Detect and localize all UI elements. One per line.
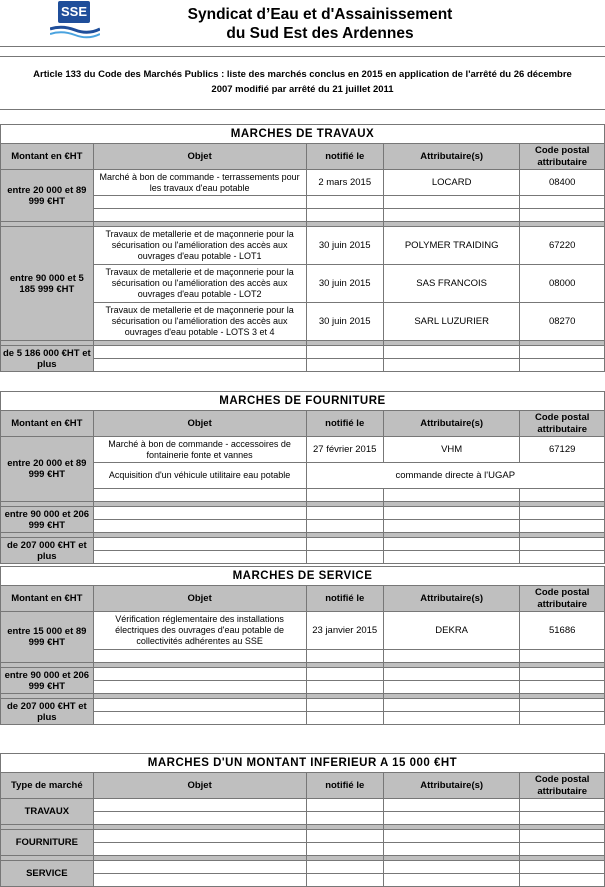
date-cell: 30 juin 2015: [306, 265, 383, 303]
attributaire-cell: SAS FRANCOIS: [383, 265, 519, 303]
divider: [0, 46, 605, 47]
col-montant: Montant en €HT: [1, 586, 94, 612]
range-cell: entre 20 000 et 89 999 €HT: [1, 437, 94, 502]
range-cell: de 5 186 000 €HT et plus: [1, 346, 94, 372]
objet-cell: Travaux de metallerie et de maçonnerie pour la sécurisation ou l'amélioration des accès aux ouvrages d'eau potable - LOT1: [93, 227, 306, 265]
range-cell: entre 90 000 et 206 999 €HT: [1, 507, 94, 533]
cp-cell: 67220: [520, 227, 605, 265]
intro-text: [0, 67, 605, 97]
cp-cell: 08400: [520, 170, 605, 196]
note-cell: commande directe à l'UGAP: [306, 463, 604, 489]
divider: [0, 109, 605, 110]
title-line-2: du Sud Est des Ardennes: [226, 25, 414, 42]
col-notifie: notifié le: [306, 586, 383, 612]
date-cell: 23 janvier 2015: [306, 612, 383, 650]
objet-cell: Marché à bon de commande - terrassements pour les travaux d'eau potable: [93, 170, 306, 196]
objet-cell: Marché à bon de commande - accessoires de fontainerie fonte et vannes: [93, 437, 306, 463]
date-cell: 30 juin 2015: [306, 303, 383, 341]
range-cell: entre 90 000 et 206 999 €HT: [1, 668, 94, 694]
date-cell: 30 juin 2015: [306, 227, 383, 265]
table-row: [1, 437, 605, 463]
range-cell: entre 90 000 et 5 185 999 €HT: [1, 227, 94, 341]
col-code-postal: Code postal attributaire: [520, 144, 605, 170]
col-montant: Montant en €HT: [1, 144, 94, 170]
col-montant: Montant en €HT: [1, 411, 94, 437]
range-cell: de 207 000 €HT et plus: [1, 699, 94, 725]
section-title: MARCHES DE FOURNITURE: [1, 392, 605, 411]
type-cell: FOURNITURE: [1, 830, 94, 856]
col-code-postal: Code postal attributaire: [520, 411, 605, 437]
range-cell: entre 20 000 et 89 999 €HT: [1, 170, 94, 222]
col-attributaire: Attributaire(s): [383, 411, 519, 437]
objet-cell: Acquisition d'un véhicule utilitaire eau potable: [93, 463, 306, 489]
objet-cell: Travaux de metallerie et de maçonnerie pour la sécurisation ou l'amélioration des accès aux ouvrages d'eau potable - LOTS 3 et 4: [93, 303, 306, 341]
intro-line-2: 2007 modifié par arrêté du 21 juillet 2011: [211, 84, 394, 95]
section-service: [0, 566, 605, 725]
type-cell: SERVICE: [1, 861, 94, 887]
attributaire-cell: VHM: [383, 437, 519, 463]
sse-logo: [50, 1, 100, 43]
page-title: [120, 5, 520, 43]
intro-line-1: Article 133 du Code des Marchés Publics : liste des marchés conclus en 2015 en application de l'arrêté du 26 décembre: [33, 69, 572, 80]
table-row: [1, 227, 605, 265]
section-inferieur: [0, 753, 605, 887]
divider: [0, 56, 605, 57]
col-attributaire: Attributaire(s): [383, 144, 519, 170]
col-objet: Objet: [93, 411, 306, 437]
range-cell: entre 15 000 et 89 999 €HT: [1, 612, 94, 663]
cp-cell: 67129: [520, 437, 605, 463]
section-travaux: [0, 124, 605, 372]
page-header: [0, 0, 605, 46]
range-cell: de 207 000 €HT et plus: [1, 538, 94, 564]
attributaire-cell: DEKRA: [383, 612, 519, 650]
title-line-1: Syndicat d’Eau et d'Assainissement: [187, 6, 453, 23]
col-objet: Objet: [93, 144, 306, 170]
section-fourniture: [0, 391, 605, 564]
attributaire-cell: SARL LUZURIER: [383, 303, 519, 341]
objet-cell: Travaux de metallerie et de maçonnerie pour la sécurisation ou l'amélioration des accès aux ouvrages d'eau potable - LOT2: [93, 265, 306, 303]
date-cell: 27 février 2015: [306, 437, 383, 463]
table-row: [1, 170, 605, 196]
wave-icon: [50, 25, 100, 39]
date-cell: 2 mars 2015: [306, 170, 383, 196]
section-title: MARCHES DE SERVICE: [1, 567, 605, 586]
col-objet: Objet: [93, 773, 306, 799]
col-notifie: notifié le: [306, 773, 383, 799]
objet-cell: Vérification réglementaire des installations électriques des ouvrages d'eau potable de collectivités adhérentes au SSE: [93, 612, 306, 650]
col-attributaire: Attributaire(s): [383, 586, 519, 612]
section-title: MARCHES D'UN MONTANT INFERIEUR A 15 000 €HT: [1, 754, 605, 773]
col-notifie: notifié le: [306, 411, 383, 437]
attributaire-cell: LOCARD: [383, 170, 519, 196]
attributaire-cell: POLYMER TRAIDING: [383, 227, 519, 265]
col-code-postal: Code postal attributaire: [520, 773, 605, 799]
col-attributaire: Attributaire(s): [383, 773, 519, 799]
section-title: MARCHES DE TRAVAUX: [1, 125, 605, 144]
cp-cell: 08000: [520, 265, 605, 303]
col-objet: Objet: [93, 586, 306, 612]
col-notifie: notifié le: [306, 144, 383, 170]
cp-cell: 08270: [520, 303, 605, 341]
col-type: Type de marché: [1, 773, 94, 799]
logo-mark: SSE: [58, 1, 90, 23]
type-cell: TRAVAUX: [1, 799, 94, 825]
table-row: [1, 612, 605, 650]
cp-cell: 51686: [520, 612, 605, 650]
col-code-postal: Code postal attributaire: [520, 586, 605, 612]
